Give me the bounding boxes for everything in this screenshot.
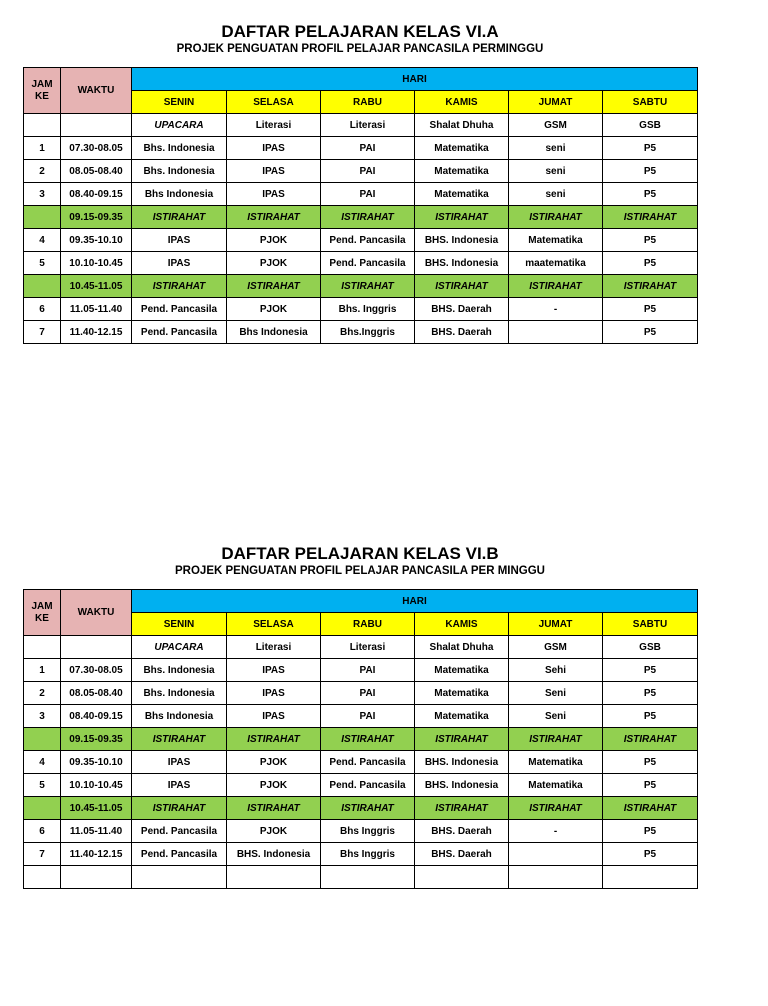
table-row <box>24 183 698 206</box>
waktu-cell: 08.05-08.40 <box>61 682 132 705</box>
subject-cell: BHS. Daerah <box>415 298 509 321</box>
subject-cell: ISTIRAHAT <box>132 728 227 751</box>
subject-cell: ISTIRAHAT <box>603 206 698 229</box>
subject-cell: Pend. Pancasila <box>132 843 227 866</box>
break-row <box>24 206 698 229</box>
subject-cell: Bhs. Indonesia <box>132 682 227 705</box>
jam-cell: 3 <box>24 183 61 206</box>
subject-cell: ISTIRAHAT <box>509 275 603 298</box>
table-row <box>24 820 698 843</box>
jam-cell <box>24 866 61 889</box>
subject-cell: BHS. Daerah <box>415 843 509 866</box>
subject-cell: PJOK <box>227 820 321 843</box>
waktu-cell: 08.40-09.15 <box>61 183 132 206</box>
subject-cell: ISTIRAHAT <box>227 728 321 751</box>
waktu-header: WAKTU <box>61 68 132 114</box>
subject-cell: PAI <box>321 682 415 705</box>
subject-cell: ISTIRAHAT <box>509 206 603 229</box>
hari-header: HARI <box>132 590 698 613</box>
subject-cell: IPAS <box>132 774 227 797</box>
break-row <box>24 275 698 298</box>
subject-cell: GSM <box>509 636 603 659</box>
waktu-header: WAKTU <box>61 590 132 636</box>
waktu-cell: 07.30-08.05 <box>61 137 132 160</box>
subject-cell: P5 <box>603 682 698 705</box>
table-row <box>24 659 698 682</box>
subject-cell: IPAS <box>227 682 321 705</box>
subject-cell: Matematika <box>415 160 509 183</box>
table-row <box>24 160 698 183</box>
waktu-cell: 09.15-09.35 <box>61 728 132 751</box>
subject-cell: Pend. Pancasila <box>321 774 415 797</box>
jam-cell: 7 <box>24 843 61 866</box>
subject-cell: P5 <box>603 183 698 206</box>
jam-cell <box>24 797 61 820</box>
subject-cell: ISTIRAHAT <box>603 728 698 751</box>
subject-cell: PJOK <box>227 252 321 275</box>
jam-cell <box>24 728 61 751</box>
subject-cell: Bhs. Indonesia <box>132 137 227 160</box>
subject-cell: Bhs Inggris <box>321 820 415 843</box>
subject-cell: BHS. Indonesia <box>227 843 321 866</box>
day-header-rabu: RABU <box>321 613 415 636</box>
subject-cell <box>415 866 509 889</box>
subject-cell: IPAS <box>227 183 321 206</box>
table-row <box>24 636 698 659</box>
subject-cell: Pend. Pancasila <box>321 751 415 774</box>
subject-cell: P5 <box>603 774 698 797</box>
subject-cell: GSB <box>603 636 698 659</box>
jam-cell: 5 <box>24 252 61 275</box>
waktu-cell: 11.05-11.40 <box>61 298 132 321</box>
subject-cell: ISTIRAHAT <box>415 206 509 229</box>
waktu-cell: 10.10-10.45 <box>61 774 132 797</box>
break-row <box>24 797 698 820</box>
jam-ke-header: JAM KE <box>24 68 61 114</box>
page-title: DAFTAR PELAJARAN KELAS VI.B <box>221 544 499 563</box>
subject-cell: Literasi <box>321 114 415 137</box>
subject-cell: ISTIRAHAT <box>227 275 321 298</box>
subject-cell: Matematika <box>415 682 509 705</box>
jam-cell <box>24 206 61 229</box>
table-row <box>24 321 698 344</box>
subject-cell: IPAS <box>227 160 321 183</box>
table-row <box>24 774 698 797</box>
jam-cell: 4 <box>24 751 61 774</box>
subject-cell: ISTIRAHAT <box>509 728 603 751</box>
subject-cell: PAI <box>321 183 415 206</box>
subject-cell: ISTIRAHAT <box>415 728 509 751</box>
subject-cell: Pend. Pancasila <box>321 229 415 252</box>
subject-cell: Bhs Indonesia <box>132 183 227 206</box>
jam-cell: 3 <box>24 705 61 728</box>
subject-cell: ISTIRAHAT <box>509 797 603 820</box>
waktu-cell: 10.45-11.05 <box>61 797 132 820</box>
table-row <box>24 298 698 321</box>
table-row <box>24 866 698 889</box>
subject-cell: PJOK <box>227 229 321 252</box>
subject-cell: - <box>509 298 603 321</box>
waktu-cell: 09.35-10.10 <box>61 751 132 774</box>
table-row <box>24 252 698 275</box>
subject-cell: P5 <box>603 252 698 275</box>
waktu-cell: 09.35-10.10 <box>61 229 132 252</box>
subject-cell: P5 <box>603 751 698 774</box>
subject-cell <box>227 866 321 889</box>
waktu-cell <box>61 866 132 889</box>
subject-cell: Matematika <box>509 774 603 797</box>
subject-cell: Bhs. Inggris <box>321 298 415 321</box>
day-header-selasa: SELASA <box>227 91 321 114</box>
jam-cell <box>24 275 61 298</box>
subject-cell: P5 <box>603 160 698 183</box>
subject-cell: ISTIRAHAT <box>603 275 698 298</box>
subject-cell: Matematika <box>415 183 509 206</box>
day-header-rabu: RABU <box>321 91 415 114</box>
jam-cell: 2 <box>24 682 61 705</box>
table-row <box>24 751 698 774</box>
waktu-cell: 11.40-12.15 <box>61 321 132 344</box>
jam-cell: 4 <box>24 229 61 252</box>
waktu-cell: 07.30-08.05 <box>61 659 132 682</box>
subject-cell: P5 <box>603 298 698 321</box>
subject-cell: PJOK <box>227 751 321 774</box>
jam-cell <box>24 114 61 137</box>
subject-cell: Matematika <box>415 705 509 728</box>
subject-cell: maatematika <box>509 252 603 275</box>
subject-cell: PJOK <box>227 774 321 797</box>
break-row <box>24 728 698 751</box>
subject-cell: ISTIRAHAT <box>415 275 509 298</box>
subject-cell: UPACARA <box>132 636 227 659</box>
subject-cell: UPACARA <box>132 114 227 137</box>
subject-cell: Pend. Pancasila <box>132 820 227 843</box>
subject-cell: Seni <box>509 682 603 705</box>
jam-cell: 2 <box>24 160 61 183</box>
subject-cell: IPAS <box>227 705 321 728</box>
day-header-selasa: SELASA <box>227 613 321 636</box>
table-row <box>24 705 698 728</box>
subject-cell: ISTIRAHAT <box>603 797 698 820</box>
schedule-table <box>23 67 698 344</box>
subject-cell: Matematika <box>415 137 509 160</box>
subject-cell <box>132 866 227 889</box>
schedule-table <box>23 589 698 889</box>
table-row <box>24 229 698 252</box>
waktu-cell: 10.10-10.45 <box>61 252 132 275</box>
subject-cell: ISTIRAHAT <box>227 797 321 820</box>
subject-cell: P5 <box>603 137 698 160</box>
schedule-vi-a <box>23 22 697 344</box>
subject-cell <box>509 321 603 344</box>
subject-cell: P5 <box>603 229 698 252</box>
subject-cell: ISTIRAHAT <box>227 206 321 229</box>
subject-cell <box>509 843 603 866</box>
subject-cell: Matematika <box>415 659 509 682</box>
subject-cell: P5 <box>603 705 698 728</box>
subject-cell: ISTIRAHAT <box>321 275 415 298</box>
subject-cell: Matematika <box>509 229 603 252</box>
subject-cell: Shalat Dhuha <box>415 636 509 659</box>
waktu-cell: 11.40-12.15 <box>61 843 132 866</box>
subject-cell: IPAS <box>132 229 227 252</box>
subject-cell: IPAS <box>227 137 321 160</box>
jam-cell: 1 <box>24 137 61 160</box>
subject-cell: Matematika <box>509 751 603 774</box>
subject-cell: BHS. Indonesia <box>415 229 509 252</box>
subject-cell: BHS. Daerah <box>415 820 509 843</box>
subject-cell: Pend. Pancasila <box>132 298 227 321</box>
subject-cell: PAI <box>321 705 415 728</box>
subject-cell: ISTIRAHAT <box>132 275 227 298</box>
subject-cell: seni <box>509 183 603 206</box>
subject-cell: Literasi <box>227 636 321 659</box>
subject-cell: Literasi <box>321 636 415 659</box>
jam-ke-header: JAM KE <box>24 590 61 636</box>
table-row <box>24 137 698 160</box>
subject-cell: Bhs.Inggris <box>321 321 415 344</box>
day-header-sabtu: SABTU <box>603 91 698 114</box>
table-row <box>24 843 698 866</box>
subject-cell: BHS. Indonesia <box>415 751 509 774</box>
subject-cell: Bhs. Indonesia <box>132 659 227 682</box>
subject-cell: - <box>509 820 603 843</box>
day-header-kamis: KAMIS <box>415 91 509 114</box>
page-subtitle: PROJEK PENGUATAN PROFIL PELAJAR PANCASILA PER MINGGU <box>175 565 545 577</box>
subject-cell: seni <box>509 160 603 183</box>
subject-cell: BHS. Indonesia <box>415 252 509 275</box>
subject-cell: GSB <box>603 114 698 137</box>
jam-cell: 6 <box>24 298 61 321</box>
waktu-cell <box>61 636 132 659</box>
schedule-vi-b <box>23 544 697 889</box>
table-row <box>24 114 698 137</box>
jam-cell: 1 <box>24 659 61 682</box>
subject-cell: P5 <box>603 659 698 682</box>
jam-cell: 6 <box>24 820 61 843</box>
subject-cell <box>603 866 698 889</box>
jam-cell: 5 <box>24 774 61 797</box>
hari-header: HARI <box>132 68 698 91</box>
header-row <box>24 590 698 613</box>
subject-cell: Bhs Inggris <box>321 843 415 866</box>
subject-cell: PAI <box>321 160 415 183</box>
subject-cell: ISTIRAHAT <box>132 797 227 820</box>
header-row <box>24 68 698 91</box>
subject-cell: PAI <box>321 659 415 682</box>
subject-cell: Bhs Indonesia <box>132 705 227 728</box>
day-header-senin: SENIN <box>132 613 227 636</box>
day-header-kamis: KAMIS <box>415 613 509 636</box>
subject-cell: IPAS <box>132 252 227 275</box>
subject-cell: IPAS <box>132 751 227 774</box>
subject-cell: BHS. Daerah <box>415 321 509 344</box>
subject-cell: Shalat Dhuha <box>415 114 509 137</box>
jam-cell <box>24 636 61 659</box>
subject-cell: P5 <box>603 820 698 843</box>
table-row <box>24 682 698 705</box>
subject-cell: IPAS <box>227 659 321 682</box>
subject-cell: Pend. Pancasila <box>132 321 227 344</box>
subject-cell: ISTIRAHAT <box>321 206 415 229</box>
jam-cell: 7 <box>24 321 61 344</box>
subject-cell: Sehi <box>509 659 603 682</box>
waktu-cell <box>61 114 132 137</box>
subject-cell: GSM <box>509 114 603 137</box>
waktu-cell: 08.05-08.40 <box>61 160 132 183</box>
subject-cell: PAI <box>321 137 415 160</box>
subject-cell: Bhs. Indonesia <box>132 160 227 183</box>
day-header-senin: SENIN <box>132 91 227 114</box>
waktu-cell: 09.15-09.35 <box>61 206 132 229</box>
subject-cell: seni <box>509 137 603 160</box>
subject-cell: Pend. Pancasila <box>321 252 415 275</box>
subject-cell: ISTIRAHAT <box>415 797 509 820</box>
subject-cell: ISTIRAHAT <box>132 206 227 229</box>
page-subtitle: PROJEK PENGUATAN PROFIL PELAJAR PANCASILA PERMINGGU <box>176 43 544 55</box>
subject-cell: P5 <box>603 321 698 344</box>
subject-cell <box>509 866 603 889</box>
waktu-cell: 11.05-11.40 <box>61 820 132 843</box>
subject-cell: PJOK <box>227 298 321 321</box>
subject-cell: Seni <box>509 705 603 728</box>
subject-cell: Literasi <box>227 114 321 137</box>
subject-cell: P5 <box>603 843 698 866</box>
page-title: DAFTAR PELAJARAN KELAS VI.A <box>221 22 499 41</box>
day-header-jumat: JUMAT <box>509 91 603 114</box>
subject-cell: BHS. Indonesia <box>415 774 509 797</box>
subject-cell: Bhs Indonesia <box>227 321 321 344</box>
waktu-cell: 08.40-09.15 <box>61 705 132 728</box>
subject-cell <box>321 866 415 889</box>
subject-cell: ISTIRAHAT <box>321 797 415 820</box>
day-header-sabtu: SABTU <box>603 613 698 636</box>
waktu-cell: 10.45-11.05 <box>61 275 132 298</box>
subject-cell: ISTIRAHAT <box>321 728 415 751</box>
day-header-jumat: JUMAT <box>509 613 603 636</box>
